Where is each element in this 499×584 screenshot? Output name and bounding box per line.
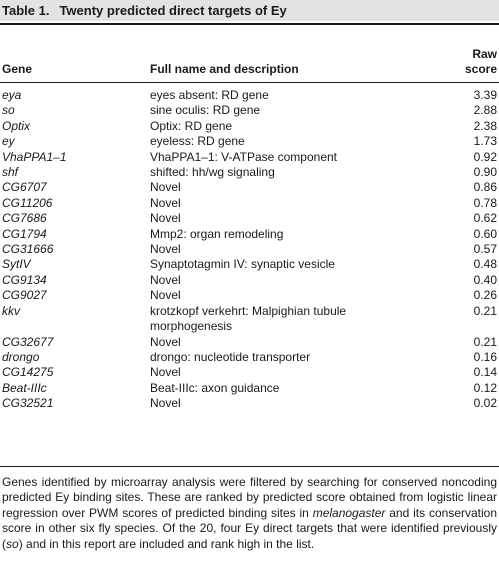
table-row — [0, 350, 499, 365]
footnote-part3: ) and in this report are included and rank high in the list. — [18, 536, 315, 551]
table-row — [0, 288, 499, 303]
gene-cell: CG32677 — [2, 334, 54, 349]
table-row — [0, 150, 499, 165]
table-row — [0, 242, 499, 257]
column-header-score-line2: score — [464, 62, 497, 76]
gene-cell: CG32521 — [2, 396, 54, 411]
gene-cell: CG14275 — [2, 365, 54, 380]
gene-cell: SytIV — [2, 257, 31, 272]
description-cell: Novel — [150, 396, 181, 411]
gene-cell: drongo — [2, 349, 40, 364]
bottom-rule — [0, 466, 499, 467]
table-row — [0, 196, 499, 211]
score-cell: 0.92 — [473, 149, 497, 164]
table-row — [0, 103, 499, 118]
score-cell: 2.88 — [473, 103, 497, 118]
score-cell: 0.02 — [473, 396, 497, 411]
score-cell: 0.78 — [473, 195, 497, 210]
table-row — [0, 304, 499, 335]
gene-cell: CG9027 — [2, 288, 47, 303]
table-row — [0, 134, 499, 149]
gene-cell: CG1794 — [2, 226, 47, 241]
description-cell: Novel — [150, 242, 181, 257]
gene-cell: CG11206 — [2, 195, 53, 210]
description-cell: eyeless: RD gene — [150, 134, 245, 149]
score-cell: 0.16 — [473, 349, 497, 364]
table-row — [0, 180, 499, 195]
description-cell: Mmp2: organ remodeling — [150, 226, 284, 241]
gene-cell: ey — [2, 134, 15, 149]
score-cell: 0.21 — [473, 303, 497, 318]
top-rule — [0, 23, 499, 25]
score-cell: 0.14 — [473, 365, 497, 380]
gene-cell: CG31666 — [2, 242, 54, 257]
score-cell: 0.26 — [473, 288, 497, 303]
table-title-bar — [0, 0, 499, 21]
description-cell: eyes absent: RD gene — [150, 88, 269, 102]
description-cell: Optix: RD gene — [150, 118, 233, 133]
score-cell: 2.38 — [473, 118, 497, 133]
score-cell: 0.40 — [473, 272, 497, 287]
gene-cell: CG7686 — [2, 211, 47, 226]
score-cell: 0.48 — [473, 257, 497, 272]
table-row — [0, 381, 499, 396]
table-row — [0, 335, 499, 350]
table-footnote — [2, 475, 497, 552]
footnote-italic-gene: so — [6, 536, 19, 551]
table-row — [0, 88, 499, 103]
footnote-part1: Genes identified by microarray analysis were filtered by searching for conserved noncoding predicted Ey binding sites. These are ranked by predicted score obtained from logistic linear regression over PWM scores of predicted binding sites in — [2, 475, 497, 520]
score-cell: 0.90 — [473, 165, 497, 180]
description-cell: drongo: nucleotide transporter — [150, 349, 311, 364]
table-row — [0, 227, 499, 242]
score-cell: 0.86 — [473, 180, 497, 195]
column-header-score-line1: Raw — [472, 47, 497, 61]
description-cell: sine oculis: RD gene — [150, 103, 261, 118]
score-cell: 0.62 — [473, 211, 497, 226]
description-cell: Novel — [150, 195, 181, 210]
description-cell: Novel — [150, 334, 181, 349]
description-cell: Novel — [150, 272, 181, 287]
gene-cell: so — [2, 103, 15, 118]
gene-cell: eya — [2, 88, 22, 102]
footnote-italic-species: melanogaster — [312, 505, 386, 520]
description-cell: Novel — [150, 211, 181, 226]
column-header-name: Full name and description — [150, 62, 299, 76]
description-cell: krotzkopf verkehrt: Malpighian tubule morphogenesis — [150, 303, 347, 334]
table-label: Table 1. — [2, 3, 50, 18]
gene-cell: Optix — [2, 118, 31, 133]
score-cell: 1.73 — [473, 134, 497, 149]
table-row — [0, 165, 499, 180]
table-row — [0, 119, 499, 134]
column-header-score — [437, 47, 497, 77]
gene-cell: VhaPPA1–1 — [2, 149, 67, 164]
description-cell: Novel — [150, 365, 181, 380]
gene-cell: shf — [2, 165, 19, 180]
description-cell: Beat-IIIc: axon guidance — [150, 380, 280, 395]
table-row — [0, 257, 499, 272]
score-cell: 3.39 — [473, 88, 497, 102]
score-cell: 0.21 — [473, 334, 497, 349]
description-cell: Synaptotagmin IV: synaptic vesicle — [150, 257, 335, 272]
description-cell: VhaPPA1–1: V-ATPase component — [150, 149, 338, 164]
gene-cell: CG9134 — [2, 272, 47, 287]
description-cell: Novel — [150, 288, 181, 303]
table-title — [2, 2, 287, 19]
table-row — [0, 211, 499, 226]
table-row — [0, 365, 499, 380]
score-cell: 0.12 — [473, 380, 497, 395]
column-header-gene: Gene — [2, 62, 33, 76]
footnote-part2: and its conservation score in other six fly species. Of the 20, four Ey direct targets that were identified previously ( — [2, 505, 498, 551]
gene-cell: kkv — [2, 303, 20, 318]
description-cell: Novel — [150, 180, 181, 195]
table-caption: Twenty predicted direct targets of Ey — [59, 3, 287, 18]
score-cell: 0.57 — [473, 242, 497, 257]
description-cell: shifted: hh/wg signaling — [150, 165, 275, 180]
table-row — [0, 396, 499, 411]
table-body — [0, 88, 499, 412]
gene-cell: Beat-IIIc — [2, 380, 47, 395]
score-cell: 0.60 — [473, 226, 497, 241]
table-row — [0, 273, 499, 288]
header-rule — [0, 82, 499, 83]
gene-cell: CG6707 — [2, 180, 47, 195]
